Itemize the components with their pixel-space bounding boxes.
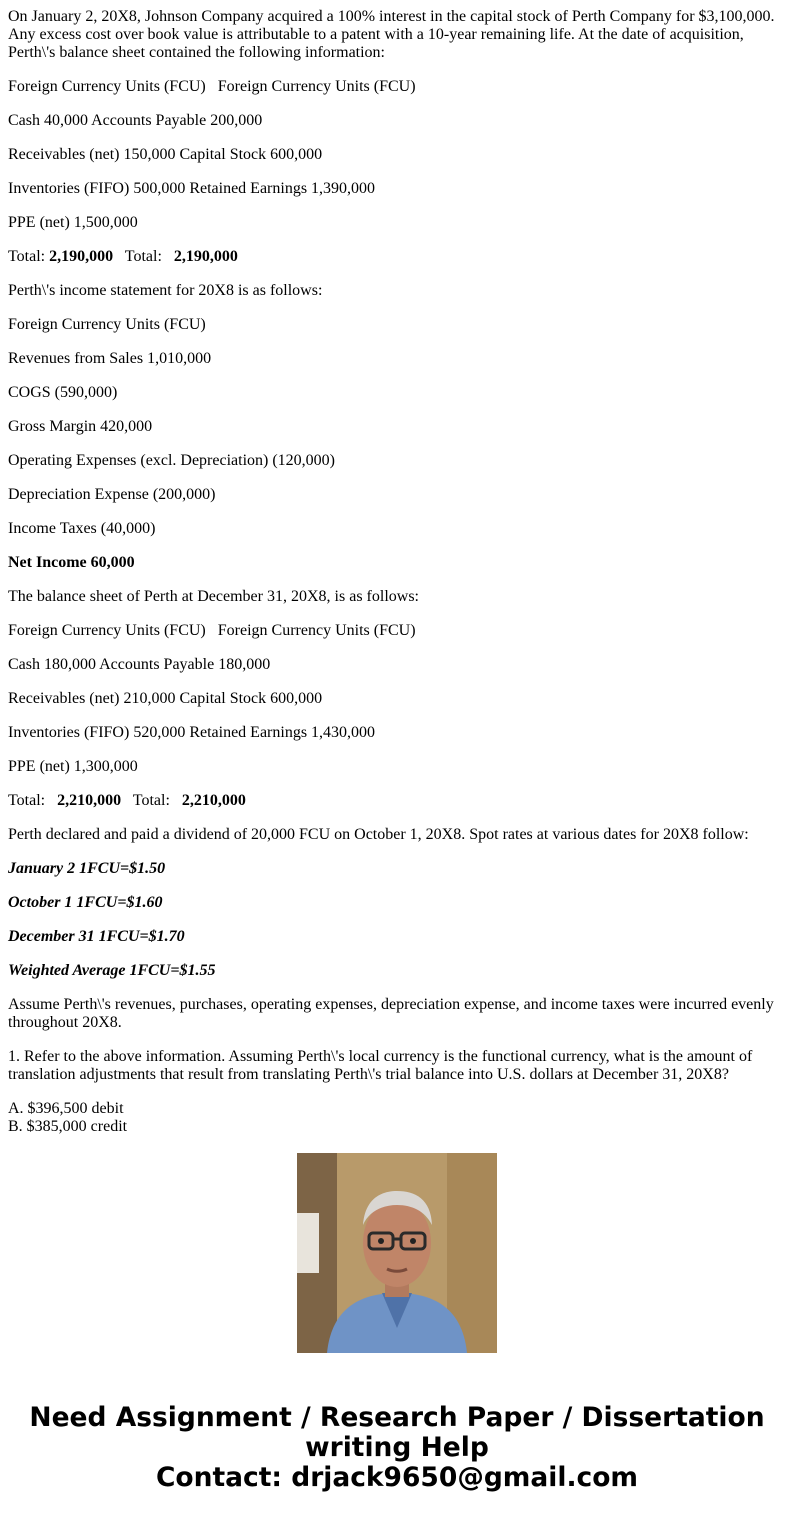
portrait-image — [297, 1153, 497, 1353]
rate-text: Weighted Average 1FCU=$1.55 — [8, 962, 216, 979]
income-row: Income Taxes (40,000) — [8, 520, 156, 537]
rate-text: January 2 1FCU=$1.50 — [8, 860, 166, 877]
total-label: Total: — [113, 248, 174, 265]
footer-banner — [0, 1403, 794, 1493]
income-row: Revenues from Sales 1,010,000 — [8, 350, 212, 367]
income-header: Foreign Currency Units (FCU) — [8, 316, 206, 333]
income-intro: Perth\'s income statement for 20X8 is as follows: — [8, 282, 323, 299]
bs1-header: Foreign Currency Units (FCU) Foreign Currency Units (FCU) — [8, 78, 416, 95]
income-row: Operating Expenses (excl. Depreciation) (120,000) — [8, 452, 335, 469]
rate-row — [8, 860, 784, 878]
footer-contact: Contact: drjack9650@gmail.com — [155, 1462, 639, 1493]
bs2-row: Receivables (net) 210,000 Capital Stock 600,000 — [8, 690, 323, 707]
footer-line: writing Help — [305, 1432, 489, 1463]
bs2-total — [8, 792, 784, 810]
bs1-row: Receivables (net) 150,000 Capital Stock 600,000 — [8, 146, 323, 163]
bs1-row: Inventories (FIFO) 500,000 Retained Earnings 1,390,000 — [8, 180, 376, 197]
total-value: 2,190,000 — [173, 248, 238, 265]
income-row: Depreciation Expense (200,000) — [8, 486, 216, 503]
rate-row — [8, 962, 784, 980]
bs1-row: Cash 40,000 Accounts Payable 200,000 — [8, 112, 263, 129]
income-row: COGS (590,000) — [8, 384, 118, 401]
bs2-row: Inventories (FIFO) 520,000 Retained Earnings 1,430,000 — [8, 724, 376, 741]
dividend-paragraph: Perth declared and paid a dividend of 20,000 FCU on October 1, 20X8. Spot rates at various dates for 20X8 follow: — [8, 826, 749, 843]
bs2-row: PPE (net) 1,300,000 — [8, 758, 138, 775]
bs2-header: Foreign Currency Units (FCU) Foreign Currency Units (FCU) — [8, 622, 416, 639]
question-text: 1. Refer to the above information. Assuming Perth\'s local currency is the functional currency, what is the amount of translation adjustments that result from translating Perth\'s trial balance into U.S. dollars at December 31, 20X8? — [8, 1048, 753, 1083]
bs1-total — [8, 248, 784, 266]
assumption-paragraph: Assume Perth\'s revenues, purchases, operating expenses, depreciation expense, and income taxes were incurred evenly throughout 20X8. — [8, 996, 774, 1031]
total-value: 2,190,000 — [49, 248, 114, 265]
net-income-text: Net Income 60,000 — [8, 554, 135, 571]
total-value: 2,210,000 — [181, 792, 246, 809]
income-row: Gross Margin 420,000 — [8, 418, 153, 435]
intro-paragraph: On January 2, 20X8, Johnson Company acquired a 100% interest in the capital stock of Perth Company for $3,100,000. Any excess cost over book value is attributable to a patent with a 10-year remaining life. At the date of acquisition, Perth\'s balance sheet contained the following information: — [8, 8, 775, 61]
total-label: Total: — [8, 792, 58, 809]
net-income — [8, 554, 784, 572]
rate-row — [8, 928, 784, 946]
question-content — [8, 0, 784, 1135]
bs2-intro: The balance sheet of Perth at December 31, 20X8, is as follows: — [8, 588, 419, 605]
answer-option: B. $385,000 credit — [8, 1118, 128, 1135]
answer-option: A. $396,500 debit — [8, 1100, 124, 1117]
answer-options — [8, 1100, 784, 1136]
footer-line: Need Assignment / Research Paper / Dissertation — [29, 1402, 765, 1433]
bs1-row: PPE (net) 1,500,000 — [8, 214, 138, 231]
bs2-row: Cash 180,000 Accounts Payable 180,000 — [8, 656, 271, 673]
rate-row — [8, 894, 784, 912]
author-avatar — [297, 1153, 497, 1353]
total-label: Total: — [8, 248, 50, 265]
total-label: Total: — [121, 792, 182, 809]
rate-text: October 1 1FCU=$1.60 — [8, 894, 163, 911]
rate-text: December 31 1FCU=$1.70 — [8, 928, 185, 945]
total-value: 2,210,000 — [57, 792, 122, 809]
